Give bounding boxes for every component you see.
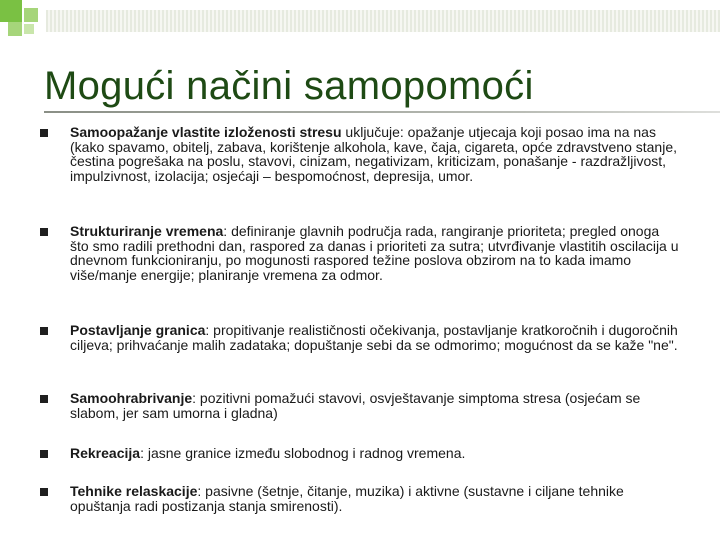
- square-bullet-icon: [40, 488, 48, 496]
- bullet-text: [70, 446, 680, 461]
- bullet-body: : propitivanje realističnosti očekivanja, postavljanje kratkoročnih i dugoročnih ciljeva; prihvaćanje malih zadataka; dopuštanje sebi da se odmorimo; mogućnost da se kaže "ne".: [70, 322, 678, 353]
- green-square-tiny: [24, 24, 34, 34]
- green-square-small: [24, 8, 38, 22]
- bullet-body: : pasivne (šetnje, čitanje, muzika) i aktivne (sustavne i ciljane tehnike opuštanja radi postizanja stanja smirenosti).: [70, 483, 624, 514]
- bullet-lead: Postavljanje granica: [70, 322, 206, 338]
- bullet-text: [70, 224, 680, 282]
- bullet-text: [70, 484, 680, 513]
- square-bullet-icon: [40, 327, 48, 335]
- square-bullet-icon: [40, 129, 48, 137]
- header-decoration: [0, 0, 720, 40]
- header-stripe-bar: [46, 10, 720, 32]
- title-underline: [44, 111, 720, 113]
- bullet-body: : jasne granice između slobodnog i radnog vremena.: [140, 445, 466, 461]
- bullet-text: [70, 125, 680, 183]
- bullet-body: : definiranje glavnih područja rada, rangiranje prioriteta; pregled onoga što smo radili prethodni dan, raspored za danas i prioriteti za sutra; utvrđivanje vlastitih oscilacija u dnevnom funkcioniranju, po mogunosti raspored težine poslova obzirom na to kada imamo više/manje energije; planiranje vremena za odmor.: [70, 223, 679, 283]
- green-square-large: [0, 0, 22, 22]
- square-bullet-icon: [40, 450, 48, 458]
- slide-title: Mogući načini samopomoći: [44, 64, 534, 108]
- square-bullet-icon: [40, 395, 48, 403]
- bullet-text: [70, 323, 680, 352]
- bullet-lead: Samoopažanje vlastite izloženosti stresu: [70, 124, 342, 140]
- bullet-lead: Samoohrabrivanje: [70, 390, 193, 406]
- bullet-text: [70, 391, 680, 420]
- green-square-small: [8, 22, 22, 36]
- bullet-lead: Tehnike relaskacije: [70, 483, 198, 499]
- bullet-body: uključuje: opažanje utjecaja koji posao ima na nas (kako spavamo, obitelj, zabava, korištenje alkohola, kave, čaja, cigareta, opće zdravstveno stanje, čestina pogrešaka na poslu, stavovi, cinizam, negativizam, kriticizam, ponašanje - razdražljivost, impulzivnost, izolacija; osjećaji – bespomoćnost, depresija, umor.: [70, 124, 677, 184]
- bullet-lead: Strukturiranje vremena: [70, 223, 224, 239]
- square-bullet-icon: [40, 228, 48, 236]
- bullet-body: : pozitivni pomažući stavovi, osvještavanje simptoma stresa (osjećam se slabom, jer sam umorna i gladna): [70, 390, 641, 421]
- bullet-lead: Rekreacija: [70, 445, 141, 461]
